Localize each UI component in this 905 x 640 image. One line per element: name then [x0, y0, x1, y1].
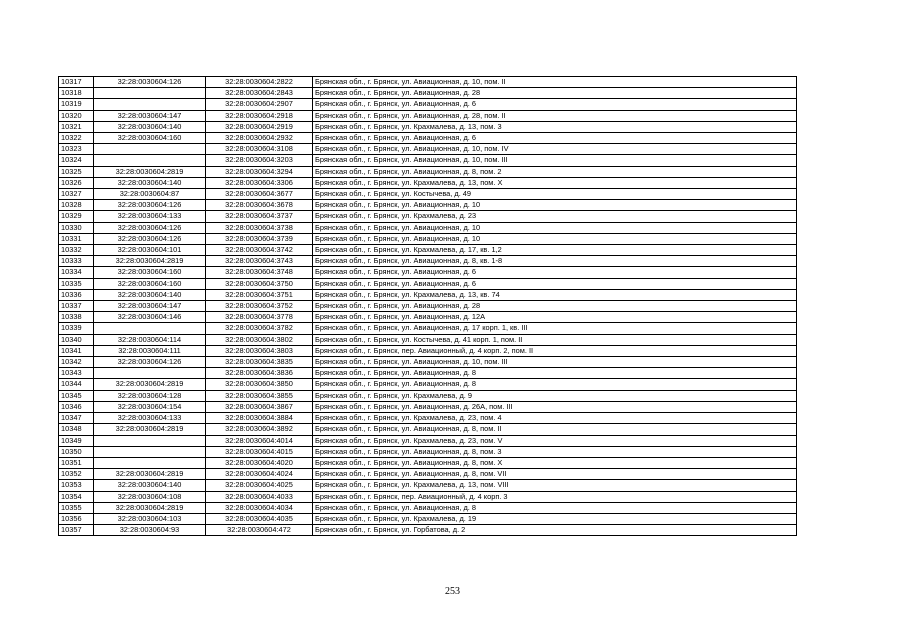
row-number-cell: 10334 [59, 267, 94, 278]
row-number-cell: 10343 [59, 368, 94, 379]
address-cell: Брянская обл., г. Брянск, ул. Костычева, д. 41 корп. 1, пом. II [313, 334, 797, 345]
address-cell: Брянская обл., г. Брянск, ул. Авиационная, д. 8, пом. VII [313, 469, 797, 480]
table-row [59, 155, 797, 166]
row-number-cell: 10321 [59, 121, 94, 132]
address-cell: Брянская обл., г. Брянск, пер. Авиационный, д. 4 корп. 3 [313, 491, 797, 502]
object-cadastral-cell: 32:28:0030604:3203 [206, 155, 313, 166]
parcel-cadastral-cell: 32:28:0030604:87 [94, 189, 206, 200]
address-cell: Брянская обл., г. Брянск, ул. Авиационная, д. 8 [313, 379, 797, 390]
page-number: 253 [445, 586, 460, 597]
object-cadastral-cell: 32:28:0030604:3751 [206, 289, 313, 300]
table-row [59, 88, 797, 99]
address-cell: Брянская обл., г. Брянск, пер. Авиационный, д. 4 корп. 2, пом. II [313, 345, 797, 356]
parcel-cadastral-cell: 32:28:0030604:114 [94, 334, 206, 345]
table-row [59, 110, 797, 121]
table-row [59, 480, 797, 491]
parcel-cadastral-cell [94, 88, 206, 99]
table-row [59, 256, 797, 267]
row-number-cell: 10352 [59, 469, 94, 480]
parcel-cadastral-cell [94, 435, 206, 446]
object-cadastral-cell: 32:28:0030604:472 [206, 525, 313, 536]
row-number-cell: 10320 [59, 110, 94, 121]
address-cell: Брянская обл., г. Брянск, ул. Авиационная, д. 8, кв. 1-8 [313, 256, 797, 267]
table-row [59, 502, 797, 513]
parcel-cadastral-cell: 32:28:0030604:101 [94, 245, 206, 256]
parcel-cadastral-cell: 32:28:0030604:126 [94, 222, 206, 233]
object-cadastral-cell: 32:28:0030604:2907 [206, 99, 313, 110]
parcel-cadastral-cell: 32:28:0030604:147 [94, 301, 206, 312]
row-number-cell: 10335 [59, 278, 94, 289]
row-number-cell: 10353 [59, 480, 94, 491]
address-cell: Брянская обл., г. Брянск, ул. Авиационная, д. 8, пом. 3 [313, 446, 797, 457]
table-row [59, 267, 797, 278]
parcel-cadastral-cell: 32:28:0030604:2819 [94, 166, 206, 177]
parcel-cadastral-cell [94, 446, 206, 457]
parcel-cadastral-cell: 32:28:0030604:111 [94, 345, 206, 356]
table-row [59, 357, 797, 368]
row-number-cell: 10325 [59, 166, 94, 177]
object-cadastral-cell: 32:28:0030604:3752 [206, 301, 313, 312]
object-cadastral-cell: 32:28:0030604:4020 [206, 457, 313, 468]
address-cell: Брянская обл., г. Брянск, ул. Авиационная, д. 6 [313, 267, 797, 278]
parcel-cadastral-cell: 32:28:0030604:108 [94, 491, 206, 502]
object-cadastral-cell: 32:28:0030604:4025 [206, 480, 313, 491]
parcel-cadastral-cell: 32:28:0030604:2819 [94, 469, 206, 480]
table-row [59, 390, 797, 401]
parcel-cadastral-cell: 32:28:0030604:160 [94, 133, 206, 144]
row-number-cell: 10326 [59, 177, 94, 188]
row-number-cell: 10341 [59, 345, 94, 356]
address-cell: Брянская обл., г. Брянск, ул. Авиационная, д. 17 корп. 1, кв. III [313, 323, 797, 334]
address-cell: Брянская обл., г. Брянск, ул. Авиационная, д. 8 [313, 368, 797, 379]
object-cadastral-cell: 32:28:0030604:3743 [206, 256, 313, 267]
table-row [59, 368, 797, 379]
row-number-cell: 10332 [59, 245, 94, 256]
object-cadastral-cell: 32:28:0030604:3836 [206, 368, 313, 379]
table-row [59, 424, 797, 435]
parcel-cadastral-cell: 32:28:0030604:147 [94, 110, 206, 121]
parcel-cadastral-cell: 32:28:0030604:2819 [94, 379, 206, 390]
parcel-cadastral-cell: 32:28:0030604:126 [94, 200, 206, 211]
row-number-cell: 10344 [59, 379, 94, 390]
address-cell: Брянская обл., г. Брянск, ул. Крахмалева, д. 9 [313, 390, 797, 401]
object-cadastral-cell: 32:28:0030604:3802 [206, 334, 313, 345]
object-cadastral-cell: 32:28:0030604:4034 [206, 502, 313, 513]
table-row [59, 334, 797, 345]
address-cell: Брянская обл., г. Брянск, ул. Крахмалева, д. 13, пом. 3 [313, 121, 797, 132]
parcel-cadastral-cell: 32:28:0030604:154 [94, 401, 206, 412]
address-cell: Брянская обл., г. Брянск, ул. Авиационная, д. 8, пом. 2 [313, 166, 797, 177]
address-cell: Брянская обл., г. Брянск, ул. Авиационная, д. 8, пом. X [313, 457, 797, 468]
row-number-cell: 10346 [59, 401, 94, 412]
address-cell: Брянская обл., г. Брянск, ул. Горбатова, д. 2 [313, 525, 797, 536]
row-number-cell: 10330 [59, 222, 94, 233]
address-cell: Брянская обл., г. Брянск, ул. Авиационная, д. 6 [313, 278, 797, 289]
table-row [59, 301, 797, 312]
table-row [59, 177, 797, 188]
row-number-cell: 10324 [59, 155, 94, 166]
row-number-cell: 10347 [59, 413, 94, 424]
table-row [59, 278, 797, 289]
row-number-cell: 10345 [59, 390, 94, 401]
parcel-cadastral-cell: 32:28:0030604:2819 [94, 502, 206, 513]
table-row [59, 446, 797, 457]
address-cell: Брянская обл., г. Брянск, ул. Авиационная, д. 8 [313, 502, 797, 513]
object-cadastral-cell: 32:28:0030604:4014 [206, 435, 313, 446]
object-cadastral-cell: 32:28:0030604:3835 [206, 357, 313, 368]
row-number-cell: 10354 [59, 491, 94, 502]
table-row [59, 133, 797, 144]
row-number-cell: 10337 [59, 301, 94, 312]
row-number-cell: 10355 [59, 502, 94, 513]
object-cadastral-cell: 32:28:0030604:2919 [206, 121, 313, 132]
object-cadastral-cell: 32:28:0030604:2918 [206, 110, 313, 121]
parcel-cadastral-cell: 32:28:0030604:128 [94, 390, 206, 401]
object-cadastral-cell: 32:28:0030604:3108 [206, 144, 313, 155]
address-cell: Брянская обл., г. Брянск, ул. Крахмалева, д. 13, пом. VIII [313, 480, 797, 491]
address-cell: Брянская обл., г. Брянск, ул. Авиационная, д. 28, пом. II [313, 110, 797, 121]
table-row [59, 200, 797, 211]
object-cadastral-cell: 32:28:0030604:2932 [206, 133, 313, 144]
address-cell: Брянская обл., г. Брянск, ул. Авиационная, д. 10, пом. II [313, 77, 797, 88]
parcel-cadastral-cell: 32:28:0030604:126 [94, 233, 206, 244]
row-number-cell: 10339 [59, 323, 94, 334]
table-row [59, 189, 797, 200]
table-row [59, 469, 797, 480]
row-number-cell: 10348 [59, 424, 94, 435]
object-cadastral-cell: 32:28:0030604:2843 [206, 88, 313, 99]
table-row [59, 245, 797, 256]
property-registry-table [58, 76, 797, 536]
parcel-cadastral-cell: 32:28:0030604:103 [94, 513, 206, 524]
row-number-cell: 10323 [59, 144, 94, 155]
object-cadastral-cell: 32:28:0030604:3677 [206, 189, 313, 200]
object-cadastral-cell: 32:28:0030604:3738 [206, 222, 313, 233]
address-cell: Брянская обл., г. Брянск, ул. Авиационная, д. 28 [313, 301, 797, 312]
parcel-cadastral-cell: 32:28:0030604:126 [94, 357, 206, 368]
table-row [59, 289, 797, 300]
parcel-cadastral-cell [94, 144, 206, 155]
row-number-cell: 10338 [59, 312, 94, 323]
registry-table-body [59, 77, 797, 536]
table-row [59, 121, 797, 132]
object-cadastral-cell: 32:28:0030604:3782 [206, 323, 313, 334]
parcel-cadastral-cell: 32:28:0030604:140 [94, 480, 206, 491]
address-cell: Брянская обл., г. Брянск, ул. Крахмалева, д. 19 [313, 513, 797, 524]
parcel-cadastral-cell [94, 368, 206, 379]
parcel-cadastral-cell: 32:28:0030604:133 [94, 413, 206, 424]
parcel-cadastral-cell [94, 323, 206, 334]
row-number-cell: 10356 [59, 513, 94, 524]
address-cell: Брянская обл., г. Брянск, ул. Авиационная, д. 10, пом. III [313, 155, 797, 166]
parcel-cadastral-cell: 32:28:0030604:140 [94, 289, 206, 300]
address-cell: Брянская обл., г. Брянск, ул. Авиационная, д. 10, пом. III [313, 357, 797, 368]
address-cell: Брянская обл., г. Брянск, ул. Авиационная, д. 6 [313, 133, 797, 144]
parcel-cadastral-cell: 32:28:0030604:140 [94, 177, 206, 188]
object-cadastral-cell: 32:28:0030604:3739 [206, 233, 313, 244]
table-row [59, 435, 797, 446]
object-cadastral-cell: 32:28:0030604:3850 [206, 379, 313, 390]
object-cadastral-cell: 32:28:0030604:3678 [206, 200, 313, 211]
object-cadastral-cell: 32:28:0030604:3737 [206, 211, 313, 222]
row-number-cell: 10349 [59, 435, 94, 446]
address-cell: Брянская обл., г. Брянск, ул. Крахмалева, д. 17, кв. 1,2 [313, 245, 797, 256]
object-cadastral-cell: 32:28:0030604:3892 [206, 424, 313, 435]
parcel-cadastral-cell [94, 99, 206, 110]
table-row [59, 211, 797, 222]
address-cell: Брянская обл., г. Брянск, ул. Крахмалева, д. 13, пом. X [313, 177, 797, 188]
row-number-cell: 10340 [59, 334, 94, 345]
object-cadastral-cell: 32:28:0030604:3294 [206, 166, 313, 177]
address-cell: Брянская обл., г. Брянск, ул. Крахмалева, д. 23 [313, 211, 797, 222]
table-row [59, 323, 797, 334]
row-number-cell: 10331 [59, 233, 94, 244]
parcel-cadastral-cell [94, 155, 206, 166]
object-cadastral-cell: 32:28:0030604:3867 [206, 401, 313, 412]
table-row [59, 457, 797, 468]
object-cadastral-cell: 32:28:0030604:3855 [206, 390, 313, 401]
row-number-cell: 10357 [59, 525, 94, 536]
address-cell: Брянская обл., г. Брянск, ул. Авиационная, д. 6 [313, 99, 797, 110]
table-row [59, 345, 797, 356]
parcel-cadastral-cell: 32:28:0030604:2819 [94, 424, 206, 435]
row-number-cell: 10328 [59, 200, 94, 211]
table-row [59, 312, 797, 323]
row-number-cell: 10351 [59, 457, 94, 468]
object-cadastral-cell: 32:28:0030604:4033 [206, 491, 313, 502]
address-cell: Брянская обл., г. Брянск, ул. Авиационная, д. 10 [313, 200, 797, 211]
object-cadastral-cell: 32:28:0030604:4035 [206, 513, 313, 524]
address-cell: Брянская обл., г. Брянск, ул. Авиационная, д. 26А, пом. III [313, 401, 797, 412]
address-cell: Брянская обл., г. Брянск, ул. Крахмалева, д. 23, пом. V [313, 435, 797, 446]
address-cell: Брянская обл., г. Брянск, ул. Авиационная, д. 8, пом. II [313, 424, 797, 435]
row-number-cell: 10317 [59, 77, 94, 88]
address-cell: Брянская обл., г. Брянск, ул. Авиационная, д. 10 [313, 222, 797, 233]
parcel-cadastral-cell: 32:28:0030604:126 [94, 77, 206, 88]
row-number-cell: 10327 [59, 189, 94, 200]
parcel-cadastral-cell: 32:28:0030604:146 [94, 312, 206, 323]
table-row [59, 99, 797, 110]
row-number-cell: 10342 [59, 357, 94, 368]
address-cell: Брянская обл., г. Брянск, ул. Авиационная, д. 10, пом. IV [313, 144, 797, 155]
address-cell: Брянская обл., г. Брянск, ул. Костычева, д. 49 [313, 189, 797, 200]
table-row [59, 379, 797, 390]
table-row [59, 491, 797, 502]
object-cadastral-cell: 32:28:0030604:4024 [206, 469, 313, 480]
object-cadastral-cell: 32:28:0030604:3750 [206, 278, 313, 289]
row-number-cell: 10329 [59, 211, 94, 222]
address-cell: Брянская обл., г. Брянск, ул. Крахмалева, д. 23, пом. 4 [313, 413, 797, 424]
object-cadastral-cell: 32:28:0030604:3778 [206, 312, 313, 323]
address-cell: Брянская обл., г. Брянск, ул. Авиационная, д. 12А [313, 312, 797, 323]
parcel-cadastral-cell: 32:28:0030604:160 [94, 278, 206, 289]
row-number-cell: 10319 [59, 99, 94, 110]
address-cell: Брянская обл., г. Брянск, ул. Авиационная, д. 28 [313, 88, 797, 99]
table-row [59, 222, 797, 233]
object-cadastral-cell: 32:28:0030604:3803 [206, 345, 313, 356]
parcel-cadastral-cell: 32:28:0030604:140 [94, 121, 206, 132]
object-cadastral-cell: 32:28:0030604:2822 [206, 77, 313, 88]
row-number-cell: 10333 [59, 256, 94, 267]
row-number-cell: 10350 [59, 446, 94, 457]
table-row [59, 525, 797, 536]
object-cadastral-cell: 32:28:0030604:3306 [206, 177, 313, 188]
object-cadastral-cell: 32:28:0030604:3748 [206, 267, 313, 278]
row-number-cell: 10318 [59, 88, 94, 99]
table-row [59, 413, 797, 424]
parcel-cadastral-cell: 32:28:0030604:2819 [94, 256, 206, 267]
parcel-cadastral-cell: 32:28:0030604:93 [94, 525, 206, 536]
table-row [59, 77, 797, 88]
table-row [59, 401, 797, 412]
table-row [59, 166, 797, 177]
table-row [59, 144, 797, 155]
table-row [59, 513, 797, 524]
address-cell: Брянская обл., г. Брянск, ул. Крахмалева, д. 13, кв. 74 [313, 289, 797, 300]
parcel-cadastral-cell: 32:28:0030604:160 [94, 267, 206, 278]
object-cadastral-cell: 32:28:0030604:3742 [206, 245, 313, 256]
parcel-cadastral-cell: 32:28:0030604:133 [94, 211, 206, 222]
object-cadastral-cell: 32:28:0030604:4015 [206, 446, 313, 457]
object-cadastral-cell: 32:28:0030604:3884 [206, 413, 313, 424]
row-number-cell: 10322 [59, 133, 94, 144]
row-number-cell: 10336 [59, 289, 94, 300]
address-cell: Брянская обл., г. Брянск, ул. Авиационная, д. 10 [313, 233, 797, 244]
table-row [59, 233, 797, 244]
parcel-cadastral-cell [94, 457, 206, 468]
